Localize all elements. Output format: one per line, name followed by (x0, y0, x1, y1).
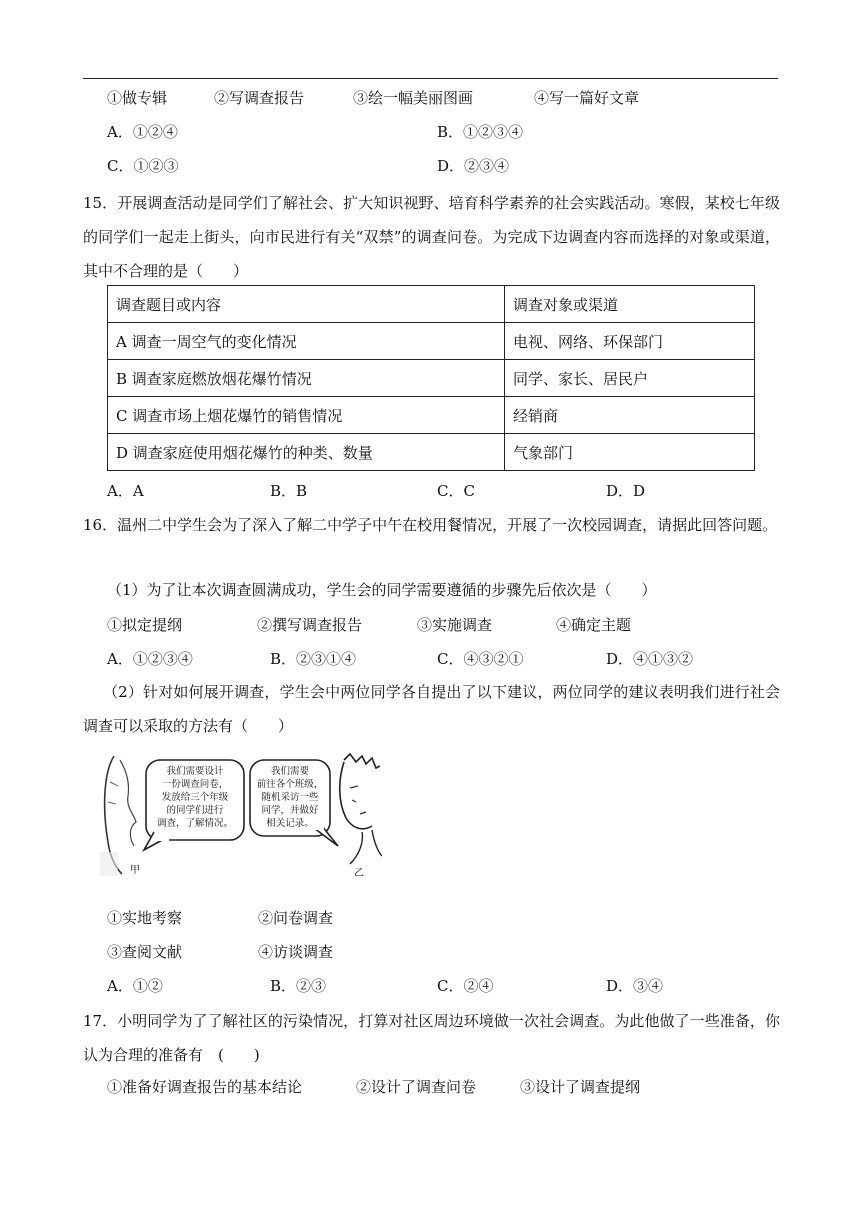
choice-a: A．①② (107, 977, 163, 995)
choice-d: D．②③④ (437, 157, 510, 175)
bubble-left-line: 发放给三个年级 (161, 792, 229, 803)
option-1: ①实地考察 (107, 909, 183, 927)
table-cell: B 调查家庭燃放烟花爆竹情况 (108, 360, 505, 397)
option-3: ③绘一幅美丽图画 (353, 89, 474, 107)
table-header-cell: 调查对象或渠道 (505, 286, 755, 323)
choice-a: A．①②④ (107, 123, 178, 141)
table-cell: 气象部门 (505, 434, 755, 471)
bubble-right-line: 随机采访一些 (261, 792, 319, 803)
choice-b: B．①②③④ (437, 123, 524, 141)
bubble-left-line: 的同学们进行 (166, 805, 224, 816)
choice-b: B．②③ (270, 977, 327, 995)
option-3: ③实施调查 (417, 616, 493, 634)
table-row (108, 360, 755, 397)
survey-table (107, 285, 755, 471)
bubble-right-line: 同学，并做好 (261, 805, 319, 816)
option-2: ②撰写调查报告 (257, 616, 363, 634)
choice-d: D．④①③② (606, 650, 694, 668)
table-row (108, 397, 755, 434)
bubble-right-line: 相关记录。 (266, 818, 314, 829)
question-17-stem: 17．小明同学为了了解社区的污染情况，打算对社区周边环境做一次社会调查。为此他做了一些准备，你认为合理的准备有 ( ) (83, 1012, 780, 1064)
option-1: ①拟定提纲 (107, 616, 183, 634)
table-cell: C 调查市场上烟花爆竹的销售情况 (108, 397, 505, 434)
cartoon-illustration (100, 752, 382, 876)
table-cell: 电视、网络、环保部门 (505, 323, 755, 360)
option-3: ③设计了调查提纲 (520, 1078, 641, 1096)
table-cell: A 调查一周空气的变化情况 (108, 323, 505, 360)
table-cell: 经销商 (505, 397, 755, 434)
option-4: ④确定主题 (556, 616, 632, 634)
question-16-2-stem: （2）针对如何展开调查，学生会中两位同学各自提出了以下建议，两位同学的建议表明我们进行社会调查可以采取的方法有（ ） (83, 683, 780, 735)
choice-a: A．①②③④ (107, 650, 193, 668)
table-header-cell: 调查题目或内容 (108, 286, 505, 323)
option-3: ③查阅文献 (107, 943, 183, 961)
choice-d: D．③④ (606, 977, 664, 995)
header-rule (83, 78, 778, 79)
bubble-left-line: 我们需要设计 (166, 766, 224, 777)
choice-d: D．D (606, 482, 646, 500)
table-row (108, 323, 755, 360)
choice-c: C．①②③ (107, 157, 179, 175)
bubble-right-line: 我们需要 (270, 766, 310, 777)
option-1: ①准备好调查报告的基本结论 (107, 1078, 303, 1096)
choice-b: B．②③①④ (270, 650, 357, 668)
label-jia: 甲 (130, 865, 140, 876)
option-2: ②问卷调查 (258, 909, 334, 927)
question-16-stem: 16．温州二中学生会为了深入了解二中学子中午在校用餐情况，开展了一次校园调查，请据此回答问题。 (83, 516, 778, 534)
table-cell: 同学、家长、居民户 (505, 360, 755, 397)
label-yi: 乙 (354, 868, 364, 876)
choice-a: A．A (107, 482, 144, 500)
option-4: ④写一篇好文章 (534, 89, 640, 107)
choice-b: B．B (270, 482, 308, 500)
option-2: ②设计了调查问卷 (356, 1078, 477, 1096)
option-4: ④访谈调查 (258, 943, 334, 961)
table-header-row (108, 286, 755, 323)
option-1: ①做专辑 (107, 89, 168, 107)
question-16-1-stem: （1）为了让本次调查圆满成功，学生会的同学需要遵循的步骤先后依次是（ ） (107, 581, 657, 599)
bubble-right-line: 前往各个班级， (256, 779, 324, 790)
table-row (108, 434, 755, 471)
bubble-left-line: 一份调查问卷， (161, 779, 229, 790)
table-cell: D 调查家庭使用烟花爆竹的种类、数量 (108, 434, 505, 471)
choice-c: C．④③②① (437, 650, 524, 668)
choice-c: C．②④ (437, 977, 494, 995)
bubble-left-line: 调查，了解情况。 (156, 818, 234, 829)
choice-c: C．C (437, 482, 475, 500)
question-15-stem: 15．开展调查活动是同学们了解社会、扩大知识视野、培育科学素养的社会实践活动。寒假，某校七年级的同学们一起走上街头，向市民进行有关“双禁”的调查问卷。为完成下边调查内容而选择的对象或渠道，其中不合理的是（ ） (83, 194, 780, 280)
option-2: ②写调查报告 (214, 89, 305, 107)
